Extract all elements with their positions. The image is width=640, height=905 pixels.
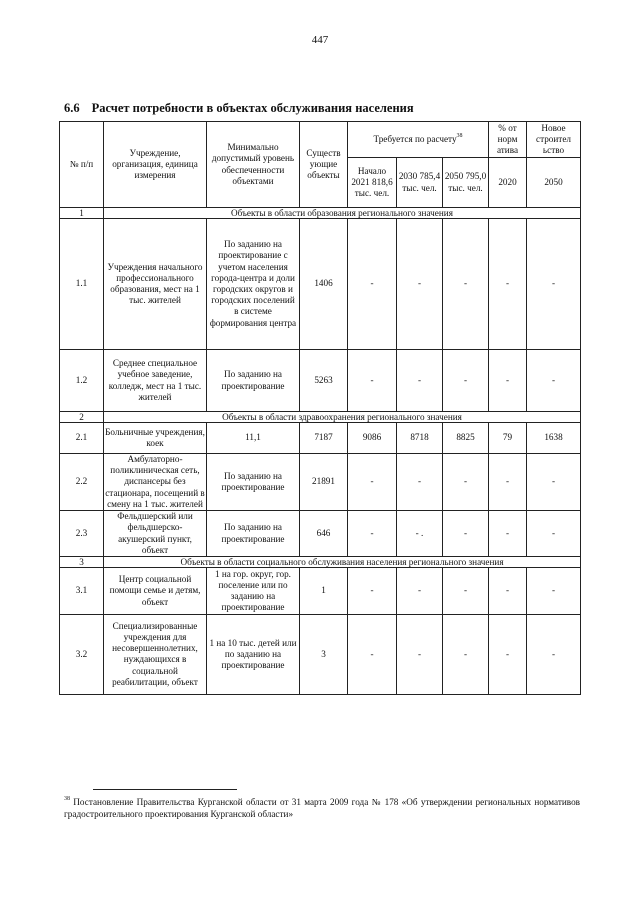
row-new: - — [527, 567, 581, 614]
row-existing: 5263 — [300, 350, 348, 412]
table-row — [60, 454, 581, 511]
row-min-level: 11,1 — [207, 423, 300, 454]
heading-number: 6.6 — [64, 101, 80, 115]
heading-title: Расчет потребности в объектах обслуживания населения — [91, 101, 414, 115]
row-min-level: 1 на гор. округ, гор. поселение или по заданию на проектирование — [207, 567, 300, 614]
footnote-text: Постановление Правительства Курганской области от 31 марта 2009 года № 178 «Об утверждении региональных нормативов градостроительного проектирования Курганской области» — [64, 797, 581, 819]
header-required-label: Требуется по расчету — [373, 133, 457, 144]
row-2030: 8718 — [397, 423, 443, 454]
section-num: 2 — [60, 412, 104, 423]
row-percent: - — [489, 567, 527, 614]
row-min-level: 1 на 10 тыс. детей или по заданию на проектирование — [207, 614, 300, 694]
row-min-level: По заданию на проектирование с учетом населения города-центра и доли городских округов и городских поселений в системе формирования центра — [207, 219, 300, 350]
row-2050: - — [443, 219, 489, 350]
services-table — [59, 121, 581, 695]
row-start: - — [348, 219, 397, 350]
section-row — [60, 412, 581, 423]
row-institution: Среднее специальное учебное заведение, колледж, мест на 1 тыс. жителей — [104, 350, 207, 412]
row-num: 3.2 — [60, 614, 104, 694]
header-start: Начало 2021 818,6 тыс. чел. — [348, 158, 397, 208]
row-2050: - — [443, 454, 489, 511]
row-percent: - — [489, 350, 527, 412]
header-new-year: 2050 — [527, 158, 581, 208]
row-institution: Центр социальной помощи семье и детям, объект — [104, 567, 207, 614]
row-min-level: По заданию на проектирование — [207, 454, 300, 511]
header-required — [348, 122, 489, 158]
header-institution: Учреждение, организация, единица измерения — [104, 122, 207, 208]
row-new: - — [527, 511, 581, 557]
table-row — [60, 614, 581, 694]
row-percent: - — [489, 614, 527, 694]
footnote — [64, 797, 580, 821]
row-2030: - — [397, 454, 443, 511]
row-new: 1638 — [527, 423, 581, 454]
section-num: 1 — [60, 208, 104, 219]
page-number: 447 — [311, 34, 329, 46]
row-new: - — [527, 454, 581, 511]
row-start: - — [348, 454, 397, 511]
row-start: - — [348, 511, 397, 557]
row-2050: - — [443, 567, 489, 614]
footnote-ref: 38 — [64, 796, 70, 802]
row-existing: 1 — [300, 567, 348, 614]
section-title: Объекты в области образования регионального значения — [104, 208, 581, 219]
row-num: 1.2 — [60, 350, 104, 412]
row-new: - — [527, 219, 581, 350]
row-percent: - — [489, 511, 527, 557]
row-institution: Амбулаторно-поликлиническая сеть, диспансеры без стационара, посещений в смену на 1 тыс. жителей — [105, 454, 205, 509]
header-min-level: Минимально допустимый уровень обеспеченности объектами — [207, 122, 300, 208]
section-row — [60, 208, 581, 219]
table-row — [60, 219, 581, 350]
row-2030: - . — [397, 511, 443, 557]
table-row — [60, 350, 581, 412]
table-row — [60, 423, 581, 454]
row-2030: - — [397, 567, 443, 614]
table-row — [60, 567, 581, 614]
header-2030: 2030 785,4 тыс. чел. — [397, 158, 443, 208]
row-existing: 1406 — [300, 219, 348, 350]
header-required-ref: 38 — [456, 132, 463, 139]
row-percent: - — [489, 454, 527, 511]
table-body — [60, 122, 581, 695]
row-institution: Больничные учреждения, коек — [104, 423, 207, 454]
row-num: 2.1 — [60, 423, 104, 454]
header-new-construction: Новое строител ьство — [527, 122, 581, 158]
row-2030: - — [397, 350, 443, 412]
row-institution: Специализированные учреждения для несовершеннолетних, нуждающихся в социальной реабилитации, объект — [104, 614, 207, 694]
footnote-rule — [93, 789, 237, 790]
header-existing: Существ ующие объекты — [300, 122, 348, 208]
row-min-level: По заданию на проектирование — [207, 511, 300, 557]
header-num: № п/п — [60, 122, 104, 208]
row-num: 2.3 — [60, 511, 104, 557]
row-start: 9086 — [348, 423, 397, 454]
section-num: 3 — [60, 556, 104, 567]
row-existing: 3 — [300, 614, 348, 694]
row-num: 3.1 — [60, 567, 104, 614]
section-heading — [64, 101, 414, 116]
row-existing: 7187 — [300, 423, 348, 454]
row-2050: - — [443, 350, 489, 412]
row-2030: - — [397, 614, 443, 694]
row-new: - — [527, 350, 581, 412]
row-existing: 646 — [300, 511, 348, 557]
row-institution: Фельдшерский или фельдшерско-акушерский пункт, объект — [104, 511, 207, 557]
row-percent: - — [489, 219, 527, 350]
header-row-1 — [60, 122, 581, 158]
row-new: - — [527, 614, 581, 694]
row-min-level: По заданию на проектирование — [207, 350, 300, 412]
section-row — [60, 556, 581, 567]
table-row — [60, 511, 581, 557]
row-percent: 79 — [489, 423, 527, 454]
row-2050: 8825 — [443, 423, 489, 454]
header-2050: 2050 795,0 тыс. чел. — [443, 158, 489, 208]
row-2030: - — [397, 219, 443, 350]
row-start: - — [348, 567, 397, 614]
section-title: Объекты в области здравоохранения регионального значения — [104, 412, 581, 423]
row-2050: - — [443, 614, 489, 694]
row-2050: - — [443, 511, 489, 557]
row-institution: Учреждения начального профессионального образования, мест на 1 тыс. жителей — [104, 219, 207, 350]
header-percent-year: 2020 — [489, 158, 527, 208]
header-percent: % от норм атива — [489, 122, 527, 158]
row-start: - — [348, 614, 397, 694]
row-start: - — [348, 350, 397, 412]
row-num: 2.2 — [60, 454, 104, 511]
section-title: Объекты в области социального обслуживания населения регионального значения — [104, 556, 581, 567]
row-num: 1.1 — [60, 219, 104, 350]
row-existing: 21891 — [300, 454, 348, 511]
